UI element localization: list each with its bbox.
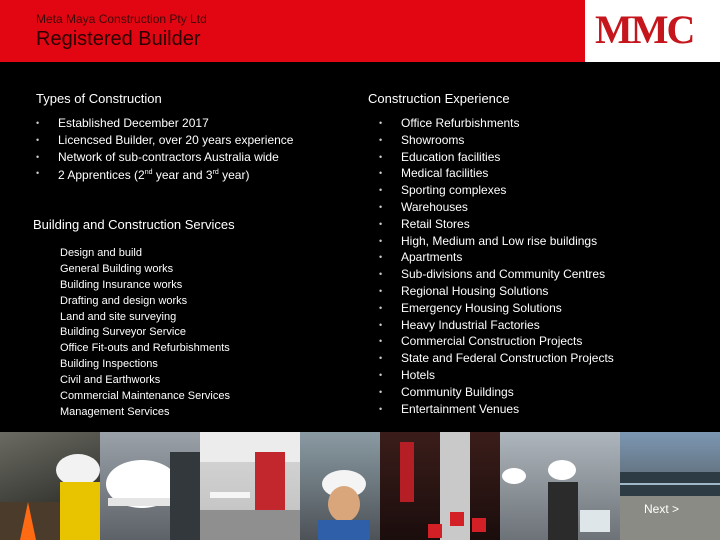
list-item: • Emergency Housing Solutions <box>379 300 614 317</box>
list-item: Commercial Maintenance Services <box>60 390 230 403</box>
page-title: Registered Builder <box>36 28 201 50</box>
experience-list <box>379 115 614 417</box>
list-item: Management Services <box>60 405 170 418</box>
list-item: • Licencsed Builder, over 20 years experience <box>36 132 293 149</box>
list-item: • Apartments <box>379 249 614 266</box>
list-item: Office Fit-outs and Refurbishments <box>60 342 230 355</box>
header-banner <box>0 0 585 62</box>
list-item: • Entertainment Venues <box>379 401 614 418</box>
list-item: General Building works <box>60 262 174 275</box>
list-item: • Established December 2017 <box>36 115 293 132</box>
company-name: Meta Maya Construction Pty Ltd <box>36 12 207 26</box>
photo-tablet-inspection <box>500 432 620 540</box>
list-item: • Showrooms <box>379 132 614 149</box>
list-item: • Hotels <box>379 367 614 384</box>
photo-strip <box>0 432 720 540</box>
list-item: • Warehouses <box>379 199 614 216</box>
list-item: • Medical facilities <box>379 165 614 182</box>
list-item-apprentices: • 2 Apprentices (2nd year and 3rd year) <box>36 165 293 182</box>
photo-smiling-builder <box>300 432 380 540</box>
photo-red-chairs <box>380 432 500 540</box>
list-item: Design and build <box>60 247 142 259</box>
list-item: • Community Buildings <box>379 384 614 401</box>
list-item: Building Insurance works <box>60 278 183 291</box>
list-item: • Sub-divisions and Community Centres <box>379 266 614 283</box>
list-item: • Regional Housing Solutions <box>379 283 614 300</box>
list-item: • High, Medium and Low rise buildings <box>379 233 614 250</box>
list-item: Drafting and design works <box>60 294 188 307</box>
list-item: • State and Federal Construction Projects <box>379 350 614 367</box>
photo-office-interior <box>200 432 300 540</box>
services-list <box>60 246 230 421</box>
list-item: • Commercial Construction Projects <box>379 333 614 350</box>
list-item: Building Inspections <box>60 358 158 371</box>
logo-box <box>585 0 720 62</box>
list-item: Civil and Earthworks <box>60 374 161 387</box>
photo-building-facade <box>620 432 720 540</box>
list-item: • Education facilities <box>379 149 614 166</box>
services-heading: Building and Construction Services <box>33 217 235 232</box>
types-heading: Types of Construction <box>36 91 162 106</box>
photo-hardhat <box>100 432 200 540</box>
mmc-logo: MMC <box>595 7 694 52</box>
list-item: • Retail Stores <box>379 216 614 233</box>
list-item: Land and site surveying <box>60 310 177 323</box>
next-link[interactable]: Next > <box>644 502 680 516</box>
list-item: • Sporting complexes <box>379 182 614 199</box>
list-item: • Heavy Industrial Factories <box>379 317 614 334</box>
experience-heading: Construction Experience <box>368 91 510 106</box>
list-item: • Network of sub-contractors Australia wide <box>36 149 293 166</box>
types-list <box>36 115 293 182</box>
photo-site-worker <box>0 432 100 540</box>
list-item: Building Surveyor Service <box>60 326 186 339</box>
list-item: • Office Refurbishments <box>379 115 614 132</box>
